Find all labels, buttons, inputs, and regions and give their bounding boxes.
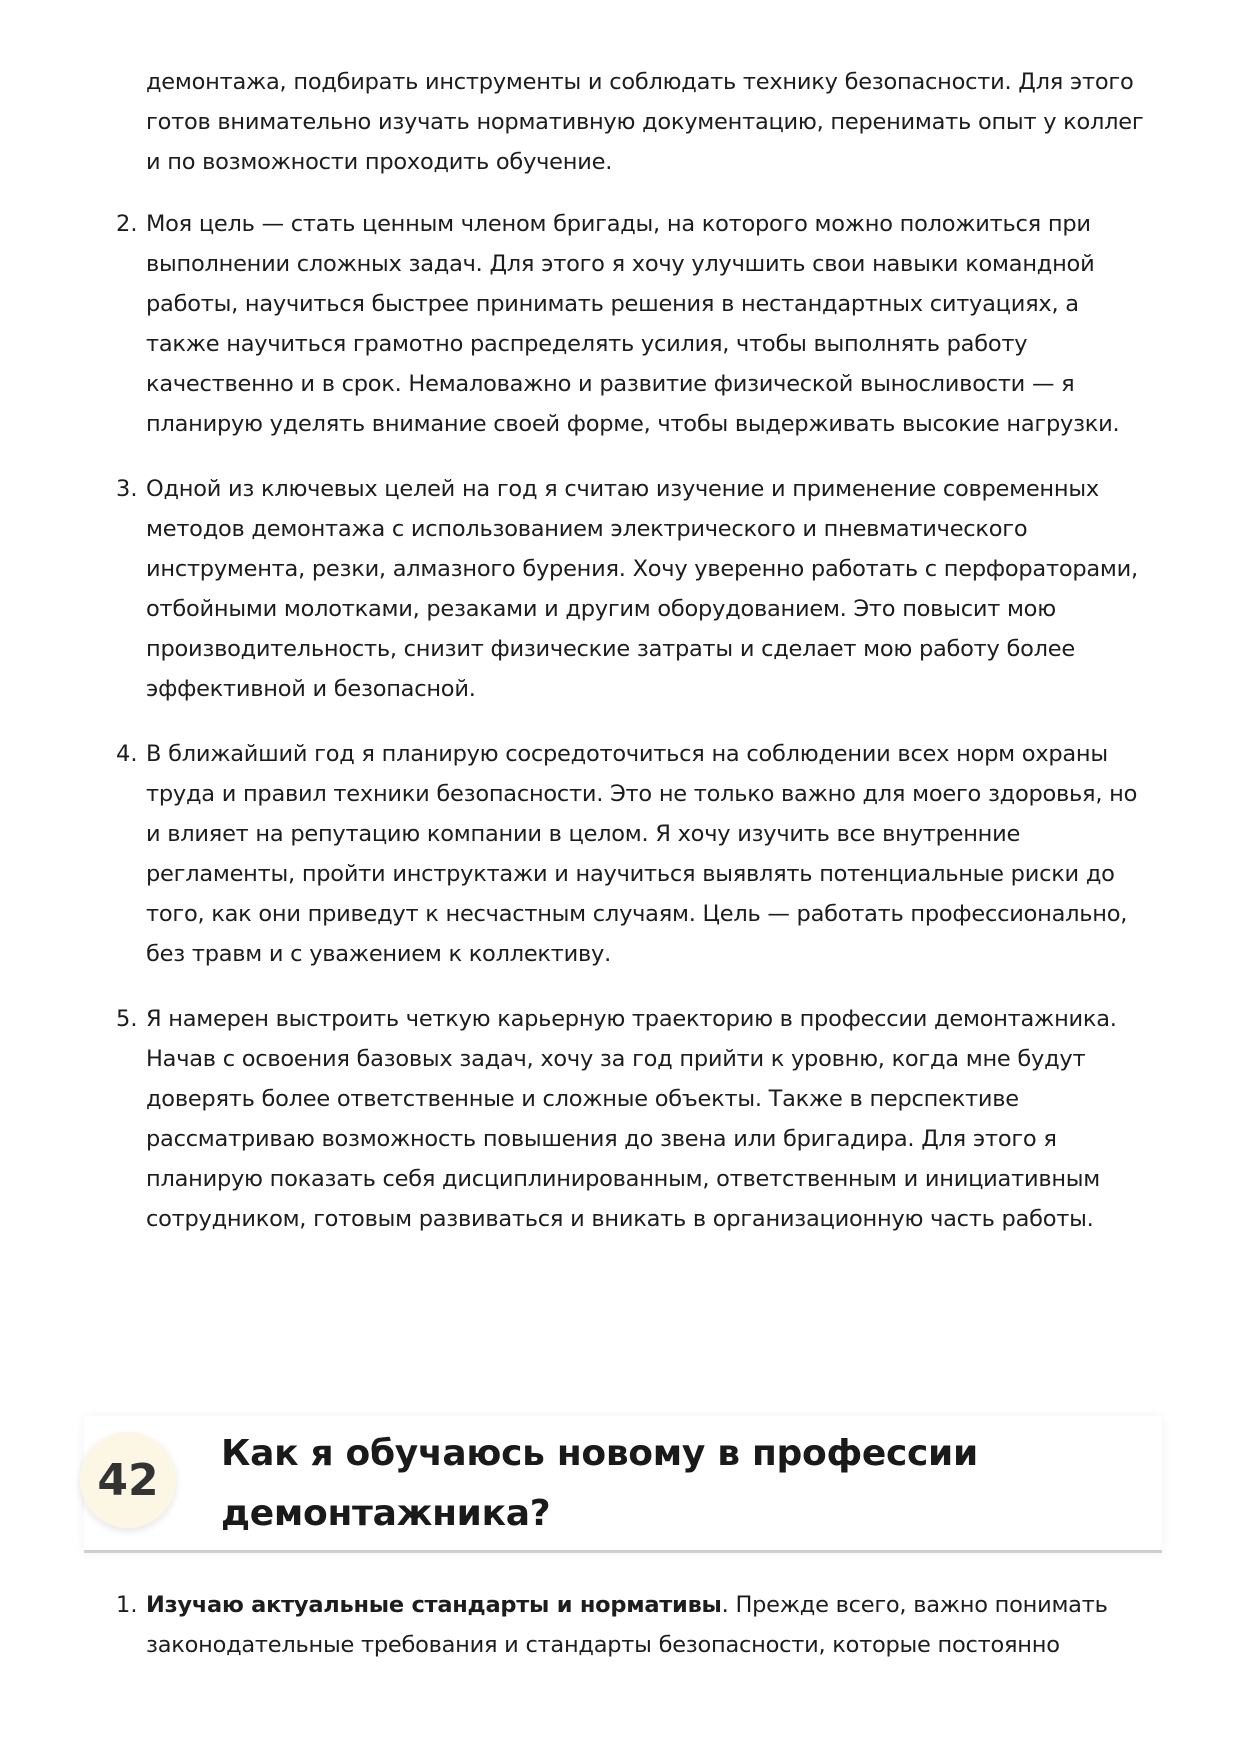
goal-text: Моя цель — стать ценным членом бригады, на которого можно положиться при выполнении сложных задач. Для этого я хочу улучшить свои навыки командной работы, научиться быстрее принимать решения в нестандартных ситуациях, а также научиться грамотно распределять усилия, чтобы выполнять работу качественно и в срок. Немаловажно и развитие физической выносливости — я планирую уделять внимание своей форме, чтобы выдерживать высокие нагрузки. — [146, 211, 1120, 437]
goal-number: 5. — [116, 1006, 138, 1032]
learning-item-text: . Прежде всего, важно понимать законодательные требования и стандарты безопасности, которые постоянно — [146, 1592, 1108, 1658]
learning-item-number: 1. — [116, 1592, 138, 1618]
goal-text: В ближайший год я планирую сосредоточиться на соблюдении всех норм охраны труда и правил техники безопасности. Это не только важно для моего здоровья, но и влияет на репутацию компании в целом. Я хочу изучить все внутренние регламенты, пройти инструктажи и научиться выявлять потенциальные риски до того, как они приведут к несчастным случаям. Цель — работать профессионально, без травм и с уважением к коллективу. — [146, 741, 1138, 967]
learning-item — [146, 1585, 1146, 1665]
section-title: Как я обучаюсь новому в профессии демонтажника? — [221, 1433, 978, 1534]
intro-paragraph: демонтажа, подбирать инструменты и соблюдать технику безопасности. Для этого готов внимательно изучать нормативную документацию, перенимать опыт у коллег и по возможности проходить обучение. — [146, 69, 1144, 175]
goal-text: Одной из ключевых целей на год я считаю изучение и применение современных методов демонтажа с использованием электрического и пневматического инструмента, резки, алмазного бурения. Хочу уверенно работать с перфораторами, отбойными молотками, резаками и другим оборудованием. Это повысит мою производительность, снизит физические затраты и сделает мою работу более эффективной и безопасной. — [146, 476, 1138, 702]
goal-number: 3. — [116, 476, 138, 502]
goal-number: 2. — [116, 211, 138, 237]
goal-number: 4. — [116, 741, 138, 767]
section-number-badge: 42 — [80, 1432, 176, 1528]
learning-item-heading: Изучаю актуальные стандарты и нормативы — [146, 1592, 722, 1618]
goal-text: Я намерен выстроить четкую карьерную траекторию в профессии демонтажника. Начав с освоения базовых задач, хочу за год прийти к уровню, когда мне будут доверять более ответственные и сложные объекты. Также в перспективе рассматриваю возможность повышения до звена или бригадира. Для этого я планирую показать себя дисциплинированным, ответственным и инициативным сотрудником, готовым развиваться и вникать в организационную часть работы. — [146, 1006, 1117, 1232]
